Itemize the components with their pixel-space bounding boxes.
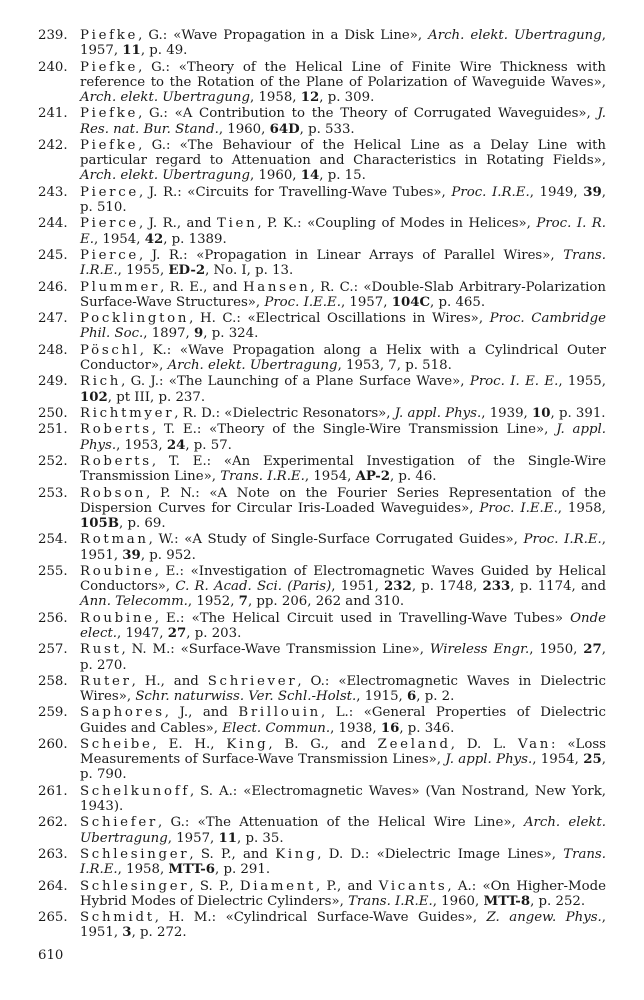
- reference-fragment: , 1950,: [529, 642, 584, 658]
- reference-list: [0, 28, 644, 942]
- reference-fragment: , 1960,: [250, 168, 301, 184]
- reference-fragment: , p. 46.: [389, 469, 437, 485]
- reference-fragment: , 1952,: [187, 594, 239, 610]
- reference-fragment: , 1960,: [218, 121, 270, 137]
- reference-number: 240.: [38, 59, 68, 75]
- journal-title: Arch. elekt. Ubertragung: [80, 168, 250, 184]
- author-name: Ruter: [80, 673, 132, 689]
- volume-number: 11: [122, 43, 141, 59]
- reference-number: 243.: [38, 184, 68, 200]
- reference-fragment: , R. E., and: [160, 279, 243, 295]
- reference-fragment: , G.: «Theory of the Helical Line of Finite Wire Thickness with reference to the Rotation of the Plane of Polarization of Waveguide Waves»,: [80, 59, 606, 90]
- reference-fragment: , P., and: [316, 878, 379, 894]
- reference-number: 258.: [38, 673, 68, 689]
- reference-fragment: , 1954,: [304, 469, 356, 485]
- reference-number: 246.: [38, 279, 68, 295]
- reference-fragment: , p. 15.: [319, 168, 366, 184]
- author-name: Vicants: [378, 878, 448, 894]
- reference-fragment: , W.: «A Study of Single-Surface Corrugated Guides»,: [148, 532, 524, 548]
- author-name: King: [226, 737, 269, 753]
- reference-entry: [0, 532, 644, 562]
- journal-title: Schr. naturwiss. Ver. Schl.-Holst.: [135, 689, 357, 705]
- reference-fragment: , p. 790.: [80, 752, 607, 783]
- reference-fragment: , 1915,: [356, 689, 407, 705]
- reference-text: [80, 280, 606, 310]
- reference-number: 262.: [38, 815, 68, 831]
- reference-number: 253.: [38, 485, 68, 501]
- reference-fragment: , 1938,: [330, 720, 381, 736]
- author-name: Roubine: [80, 610, 155, 626]
- reference-fragment: , 1951,: [80, 532, 606, 563]
- volume-number: 24: [166, 437, 186, 453]
- journal-title: Wireless Engr.: [429, 642, 530, 658]
- reference-fragment: , p. 69.: [119, 515, 166, 531]
- reference-text: [80, 216, 606, 246]
- volume-number: 39: [583, 184, 602, 200]
- reference-entry: [0, 642, 644, 672]
- reference-text: [80, 532, 606, 562]
- reference-text: [80, 248, 606, 278]
- reference-fragment: , J. R.: «Circuits for Travelling-Wave Tubes»,: [138, 184, 452, 200]
- reference-text: [80, 406, 606, 421]
- reference-entry: [0, 737, 644, 783]
- reference-fragment: , 1955,: [558, 374, 606, 390]
- author-name: Rotman: [80, 532, 149, 548]
- author-name: King: [275, 847, 318, 863]
- reference-entry: [0, 248, 644, 278]
- reference-fragment: , G. J.: «The Launching of a Plane Surface Wave»,: [121, 374, 470, 390]
- reference-fragment: , p. 203.: [186, 625, 242, 641]
- journal-title: Trans. I.R.E.: [80, 247, 606, 279]
- reference-text: [80, 674, 606, 704]
- author-name: Schriever: [207, 673, 298, 689]
- reference-entry: [0, 138, 644, 184]
- author-name: Tien: [217, 216, 258, 232]
- reference-text: [80, 910, 606, 940]
- reference-text: [80, 879, 606, 909]
- reference-entry: [0, 374, 644, 404]
- reference-fragment: , G.: «The Attenuation of the Helical Wire Line»,: [158, 815, 524, 831]
- reference-fragment: , T. E.: «Theory of the Single-Wire Transmission Line»,: [151, 422, 557, 438]
- volume-number: 11: [218, 830, 237, 846]
- reference-number: 241.: [38, 106, 68, 122]
- reference-fragment: , pp. 206, 262 and 310.: [247, 594, 405, 610]
- reference-fragment: , E. H.,: [152, 737, 227, 753]
- reference-fragment: , 1954,: [532, 752, 584, 768]
- reference-entry: [0, 611, 644, 641]
- volume-number: 64D: [269, 121, 300, 137]
- author-name: Robson: [80, 485, 147, 501]
- journal-title: Proc. I. R. E.: [80, 216, 606, 247]
- reference-fragment: , P. K.: «Coupling of Modes in Helices»,: [257, 216, 537, 232]
- reference-fragment: , pt III, p. 237.: [107, 389, 206, 405]
- author-name: Scheibe: [80, 737, 153, 753]
- reference-fragment: , 1953,: [116, 437, 167, 453]
- reference-fragment: , E.: «Investigation of Electromagnetic Waves Guided by Helical Conductors»,: [80, 563, 606, 595]
- author-name: Pöschl: [80, 342, 140, 358]
- author-name: Plummer: [80, 279, 161, 295]
- author-name: Schlesinger: [80, 878, 190, 894]
- volume-number: 27: [167, 625, 187, 641]
- reference-number: 254.: [38, 532, 68, 548]
- reference-fragment: , 1955,: [117, 263, 169, 279]
- reference-number: 249.: [38, 374, 68, 390]
- reference-text: [80, 106, 606, 136]
- reference-fragment: , J. R.: «Propagation in Linear Arrays of Parallel Wires»,: [138, 247, 564, 263]
- author-name: Schlesinger: [80, 847, 190, 863]
- reference-number: 264.: [38, 878, 68, 894]
- reference-fragment: , p. 270.: [80, 642, 606, 673]
- journal-title: Proc. I.R.E.: [451, 184, 530, 200]
- reference-text: [80, 454, 606, 484]
- reference-entry: [0, 406, 644, 421]
- reference-fragment: , H. C.: «Electrical Oscillations in Wires»,: [189, 311, 490, 327]
- reference-fragment: , E.: «The Helical Circuit used in Travelling-Wave Tubes»: [154, 610, 571, 626]
- volume-number: 16: [380, 720, 400, 736]
- volume-number: 42: [144, 231, 164, 247]
- journal-title: Elect. Commun.: [222, 720, 331, 736]
- reference-text: [80, 705, 606, 735]
- author-name: Schiefer: [80, 815, 158, 831]
- author-name: Roberts: [80, 453, 152, 469]
- volume-number: 233: [482, 579, 511, 595]
- reference-fragment: , p. 510.: [80, 184, 606, 215]
- reference-number: 244.: [38, 216, 68, 232]
- reference-text: [80, 737, 606, 783]
- author-name: Schelkunoff: [80, 783, 190, 799]
- reference-text: [80, 60, 606, 106]
- reference-fragment: , 1957,: [80, 28, 606, 59]
- reference-fragment: , S. P., and: [189, 847, 276, 863]
- volume-number: 27: [583, 642, 602, 658]
- reference-fragment: , p. 309.: [319, 90, 375, 105]
- reference-fragment: , P. N.: «A Note on the Fourier Series Representation of the Dispersion Curves for Circular Iris-Loaded Waveguides»,: [80, 485, 606, 516]
- reference-fragment: , p. 57.: [185, 437, 232, 453]
- reference-text: [80, 343, 606, 373]
- reference-entry: [0, 422, 644, 452]
- volume-number: 14: [300, 168, 320, 184]
- volume-number: MTT-8: [483, 893, 531, 909]
- reference-entry: [0, 815, 644, 845]
- reference-text: [80, 422, 606, 452]
- reference-fragment: , p. 391.: [550, 405, 606, 421]
- reference-number: 255.: [38, 563, 68, 579]
- journal-title: Trans. I.R.E.: [220, 469, 305, 485]
- reference-fragment: , O.: «Electromagnetic Waves in Dielectric Wires»,: [80, 673, 606, 705]
- reference-text: [80, 611, 606, 641]
- reference-fragment: , B. G., and: [268, 737, 378, 753]
- reference-fragment: , 1958,: [250, 90, 301, 105]
- journal-title: Trans. I.R.E.: [80, 847, 606, 878]
- reference-number: 247.: [38, 311, 68, 327]
- author-name: Piefke: [80, 28, 139, 43]
- volume-number: 25: [583, 752, 602, 768]
- reference-fragment: , p. 324.: [203, 326, 259, 342]
- reference-entry: [0, 343, 644, 373]
- reference-text: [80, 138, 606, 184]
- reference-text: [80, 784, 606, 814]
- author-name: Rich: [80, 374, 122, 390]
- reference-fragment: , S. A.: «Electromagnetic Waves» (Van Nostrand, New York, 1943).: [80, 783, 606, 815]
- reference-entry: [0, 674, 644, 704]
- reference-text: [80, 311, 606, 341]
- reference-entry: [0, 910, 644, 940]
- reference-fragment: , R. D.: «Dielectric Resonators»,: [174, 405, 395, 421]
- author-name: Piefke: [80, 137, 139, 153]
- reference-fragment: , 1958,: [557, 500, 606, 516]
- author-name: Piefke: [80, 59, 139, 75]
- reference-fragment: , p. 1174, and: [510, 579, 607, 595]
- reference-fragment: , N. M.: «Surface-Wave Transmission Line»,: [121, 642, 430, 658]
- volume-number: MTT-6: [168, 862, 216, 878]
- journal-title: J. appl. Phys.: [394, 405, 482, 421]
- reference-fragment: , 1897,: [143, 326, 195, 342]
- reference-number: 256.: [38, 610, 68, 626]
- author-name: Schmidt: [80, 910, 155, 926]
- reference-fragment: , D. L.: [450, 737, 519, 753]
- reference-fragment: , H. M.: «Cylindrical Surface-Wave Guides»,: [154, 910, 487, 926]
- reference-text: [80, 564, 606, 610]
- journal-title: Proc. I.E.E.: [264, 294, 341, 310]
- author-name: Richtmyer: [80, 405, 175, 421]
- reference-fragment: , T. E.: «An Experimental Investigation of the Single-Wire Transmission Line»,: [80, 453, 606, 485]
- reference-number: 248.: [38, 342, 68, 358]
- reference-number: 239.: [38, 28, 68, 43]
- reference-text: [80, 28, 606, 58]
- author-name: Diament: [239, 878, 317, 894]
- volume-number: 10: [531, 405, 551, 421]
- reference-number: 245.: [38, 247, 68, 263]
- reference-text: [80, 185, 606, 215]
- reference-entry: [0, 784, 644, 814]
- reference-fragment: , p. 952.: [140, 547, 196, 563]
- reference-fragment: , p. 346.: [399, 720, 455, 736]
- journal-title: J. appl. Phys.: [80, 422, 606, 453]
- reference-fragment: , L.: «General Properties of Dielectric Guides and Cables»,: [80, 705, 606, 736]
- reference-text: [80, 847, 606, 877]
- reference-number: 263.: [38, 847, 68, 863]
- volume-number: ED-2: [168, 263, 206, 279]
- author-name: Pierce: [80, 184, 139, 200]
- author-name: Hansen: [243, 279, 311, 295]
- volume-number: 9: [194, 326, 204, 342]
- reference-entry: [0, 454, 644, 484]
- reference-entry: [0, 847, 644, 877]
- reference-fragment: , p. 533.: [299, 121, 355, 137]
- reference-entry: [0, 28, 644, 58]
- volume-number: 12: [300, 90, 320, 105]
- journal-title: Z. angew. Phys.: [486, 910, 602, 926]
- reference-fragment: , p. 465.: [430, 294, 486, 310]
- reference-fragment: , A.: «On Higher-Mode Hybrid Modes of Dielectric Cylinders»,: [80, 878, 606, 909]
- reference-fragment: , p. 2.: [416, 689, 455, 705]
- reference-fragment: , 1960,: [432, 893, 484, 909]
- author-name: Roberts: [80, 422, 152, 438]
- journal-title: Proc. I.E.E.: [479, 500, 558, 516]
- volume-number: 6: [406, 689, 417, 705]
- reference-number: 257.: [38, 642, 68, 658]
- reference-fragment: , R. C.: «Double-Slab Arbitrary-Polarization Surface-Wave Structures»,: [80, 279, 606, 310]
- author-name: Piefke: [80, 106, 139, 122]
- reference-fragment: , 1951,: [331, 579, 385, 595]
- journal-title: Proc. I.R.E.: [523, 532, 602, 548]
- journal-title: C. R. Acad. Sci. (Paris): [175, 579, 332, 595]
- journal-title: Onde elect.: [80, 610, 606, 641]
- reference-fragment: , 1958,: [117, 862, 169, 878]
- reference-fragment: , D. D.: «Dielectric Image Lines»,: [317, 847, 564, 863]
- reference-fragment: , G.: «A Contribution to the Theory of Corrugated Waveguides»,: [138, 106, 598, 122]
- reference-fragment: , 1957,: [167, 830, 219, 846]
- reference-fragment: , p. 1748,: [411, 579, 483, 595]
- reference-fragment: , J., and: [164, 705, 239, 721]
- volume-number: 232: [384, 579, 412, 595]
- page-number: 610: [38, 948, 64, 963]
- journal-title: Proc. Cambridge Phil. Soc.: [80, 311, 606, 342]
- volume-number: 104C: [391, 294, 431, 310]
- reference-number: 261.: [38, 783, 68, 799]
- author-name: Van: [518, 737, 552, 753]
- author-name: Zeeland: [377, 737, 451, 753]
- journal-title: Arch. elekt. Ubertragung: [80, 815, 606, 846]
- reference-number: 265.: [38, 910, 68, 926]
- reference-number: 252.: [38, 453, 68, 469]
- volume-number: 3: [122, 925, 132, 941]
- reference-fragment: , p. 1389.: [163, 231, 227, 247]
- reference-fragment: , G.: «The Behaviour of the Helical Line as a Delay Line with particular regard to Attenuation and Characteristics in Rotating Fields»,: [80, 137, 606, 169]
- reference-fragment: , p. 252.: [530, 893, 586, 909]
- reference-fragment: , 1939,: [481, 405, 532, 421]
- reference-number: 259.: [38, 705, 68, 721]
- reference-fragment: , H., and: [131, 673, 208, 689]
- reference-entry: [0, 705, 644, 735]
- journal-title: Arch. elekt. Ubertragung: [428, 28, 602, 43]
- volume-number: 102: [80, 389, 108, 405]
- reference-fragment: , p. 291.: [215, 862, 271, 878]
- volume-number: 39: [122, 547, 141, 563]
- reference-entry: [0, 311, 644, 341]
- reference-entry: [0, 60, 644, 106]
- reference-fragment: , 1953, 7, p. 518.: [337, 357, 452, 373]
- volume-number: AP-2: [355, 469, 390, 485]
- reference-fragment: , G.: «Wave Propagation in a Disk Line»,: [138, 28, 429, 43]
- reference-fragment: , p. 272.: [131, 925, 187, 941]
- volume-number: 105B: [80, 515, 119, 531]
- reference-number: 251.: [38, 422, 68, 438]
- journal-title: Arch. elekt. Ubertragung: [80, 90, 250, 105]
- reference-entry: [0, 185, 644, 215]
- journal-title: Proc. I. E. E.: [469, 374, 559, 390]
- reference-entry: [0, 106, 644, 136]
- author-name: Pierce: [80, 247, 139, 263]
- reference-fragment: , 1954,: [93, 231, 145, 247]
- reference-entry: [0, 280, 644, 310]
- volume-number: 7: [238, 594, 248, 610]
- reference-text: [80, 486, 606, 532]
- reference-fragment: : «Loss Measurements of Surface-Wave Transmission Lines»,: [80, 737, 606, 768]
- reference-entry: [0, 879, 644, 909]
- author-name: Rust: [80, 642, 122, 658]
- reference-number: 250.: [38, 405, 68, 421]
- reference-fragment: , K.: «Wave Propagation along a Helix with a Cylindrical Outer Conductor»,: [80, 342, 606, 373]
- author-name: Saphores: [80, 705, 165, 721]
- reference-text: [80, 815, 606, 845]
- reference-fragment: , p. 49.: [140, 43, 188, 59]
- reference-fragment: , p. 35.: [237, 830, 284, 846]
- reference-fragment: , 1947,: [117, 625, 168, 641]
- author-name: Pocklington: [80, 311, 190, 327]
- journal-title: Ann. Telecomm.: [80, 594, 188, 610]
- journal-title: Arch. elekt. Ubertragung: [167, 357, 338, 373]
- reference-fragment: , J. R., and: [138, 216, 217, 232]
- reference-fragment: , 1951,: [80, 910, 606, 941]
- reference-fragment: , 1949,: [529, 184, 584, 200]
- reference-fragment: , 1957,: [340, 294, 392, 310]
- journal-title: J. appl. Phys.: [445, 752, 533, 768]
- reference-number: 260.: [38, 737, 68, 753]
- reference-text: [80, 642, 606, 672]
- reference-entry: [0, 216, 644, 246]
- author-name: Roubine: [80, 563, 155, 579]
- author-name: Brillouin: [238, 705, 321, 721]
- reference-fragment: , No. I, p. 13.: [205, 263, 294, 279]
- reference-entry: [0, 564, 644, 610]
- reference-fragment: , S. P.,: [189, 878, 240, 894]
- reference-number: 242.: [38, 137, 68, 153]
- reference-entry: [0, 486, 644, 532]
- reference-text: [80, 374, 606, 404]
- journal-title: J. Res. nat. Bur. Stand.: [80, 106, 606, 137]
- author-name: Pierce: [80, 216, 139, 232]
- journal-title: Trans. I.R.E.: [348, 893, 433, 909]
